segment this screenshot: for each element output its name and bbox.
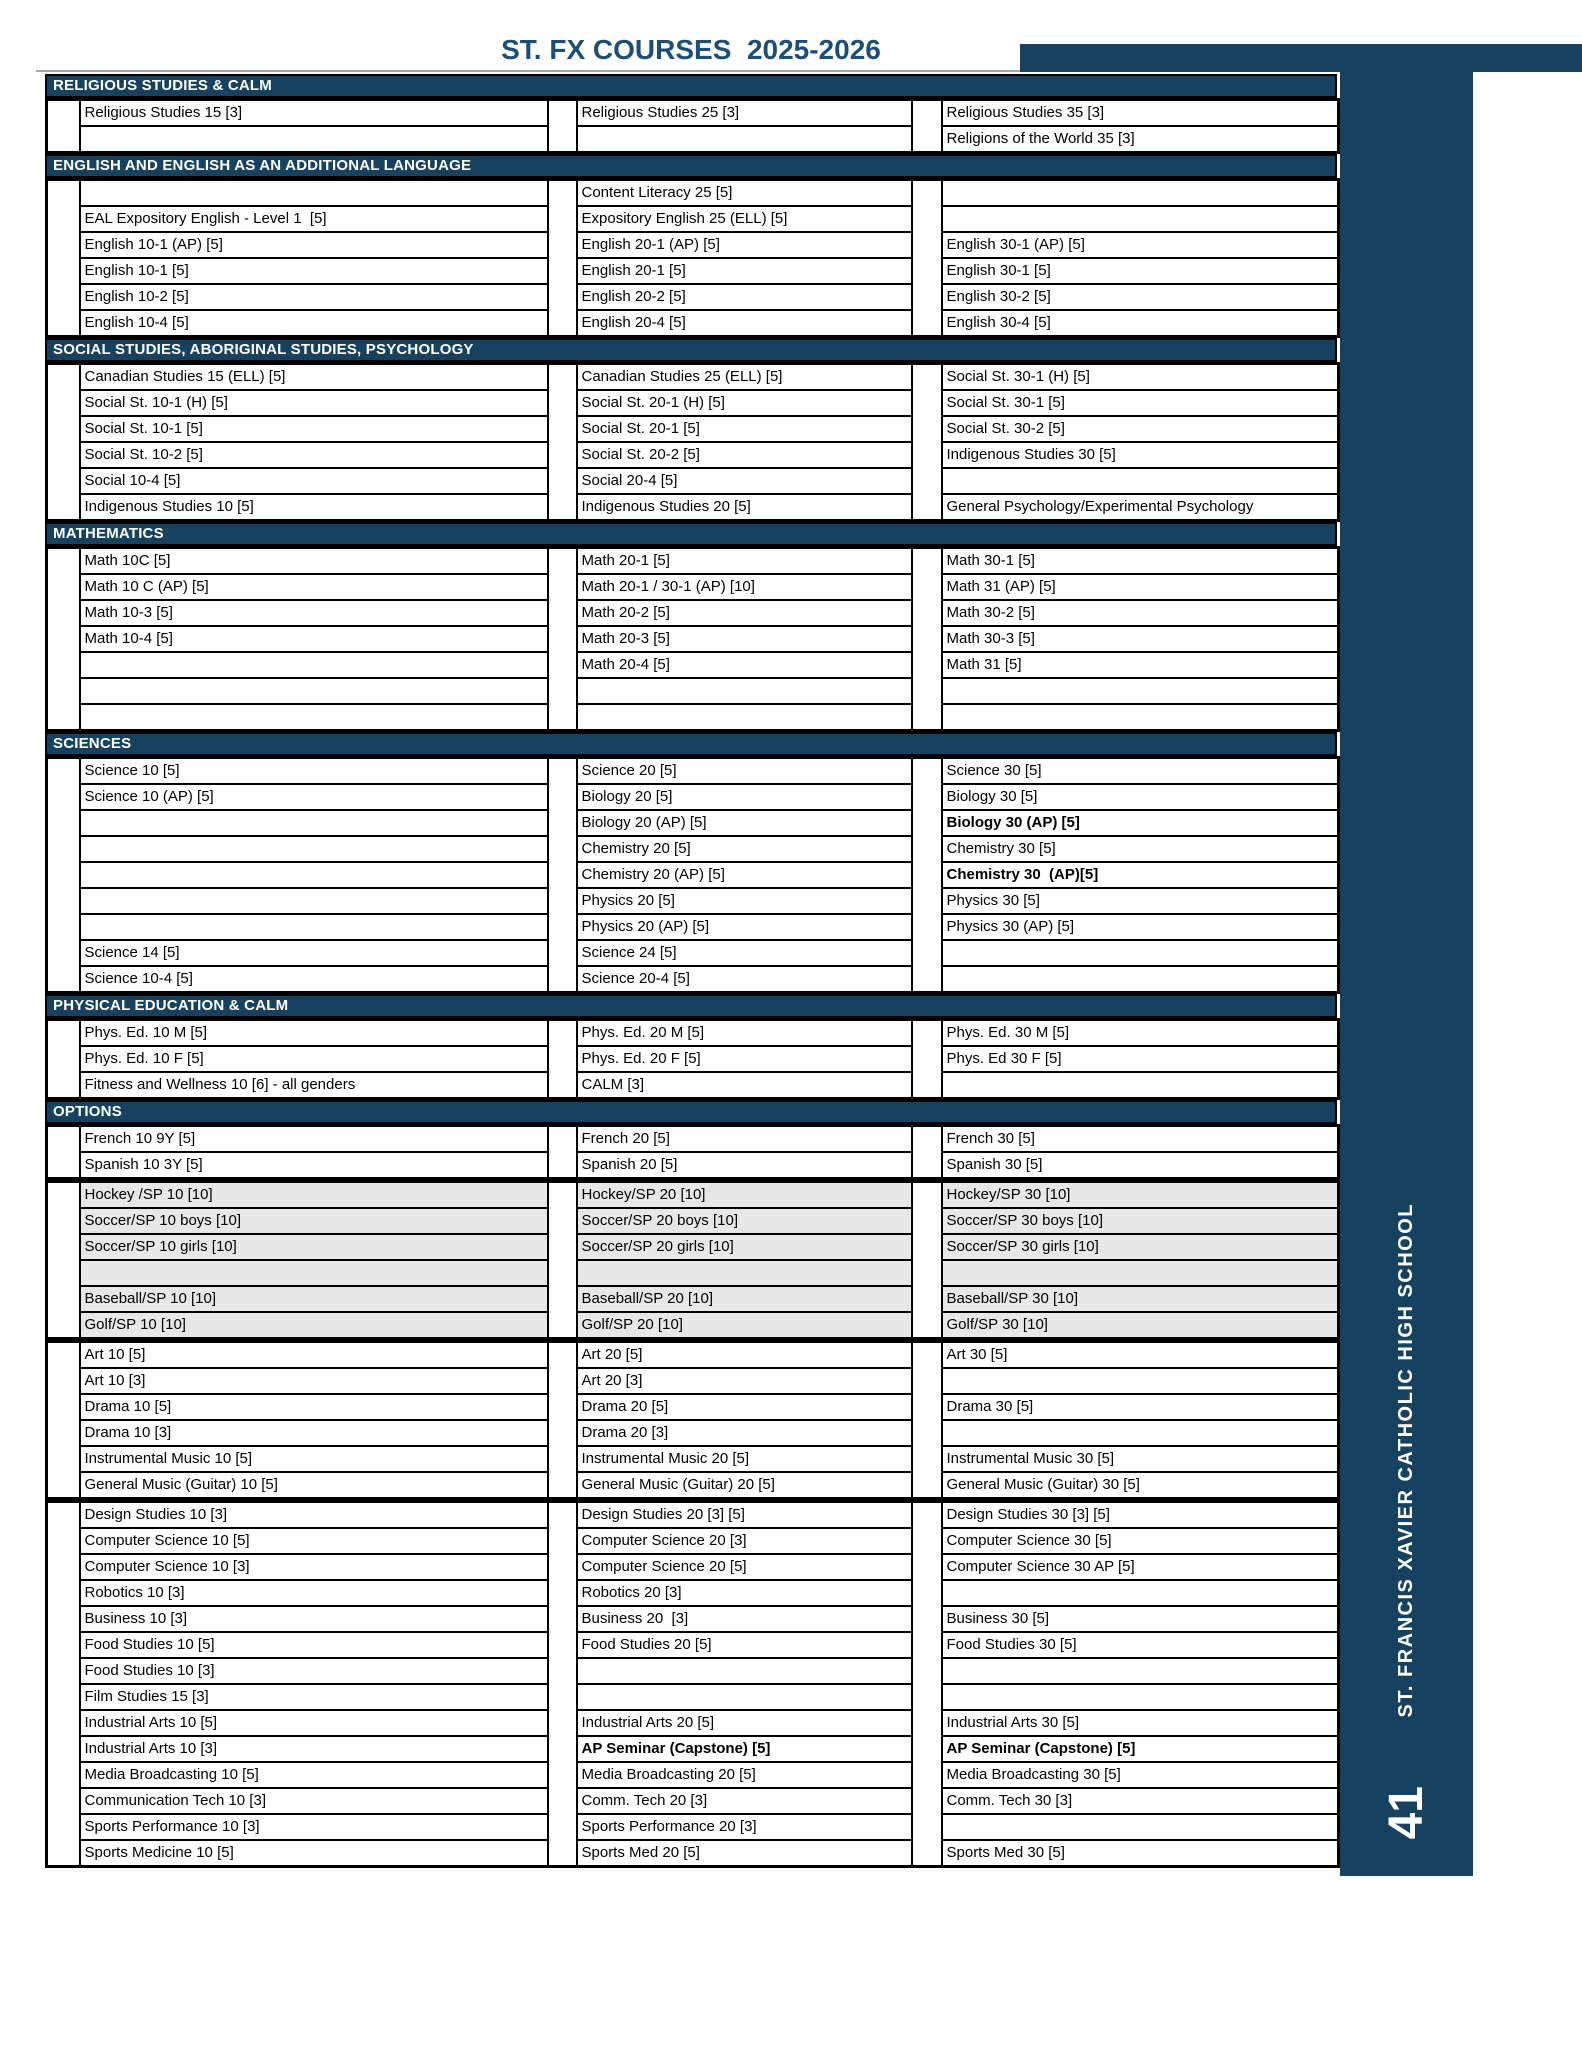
course-cell: Hockey /SP 10 [10] [80,1182,548,1209]
table-row [47,1684,1339,1710]
course-cell: Social St. 20-1 [5] [577,416,912,442]
course-cell: Drama 10 [5] [80,1394,548,1420]
table-row [47,862,1339,888]
course-cell: Social St. 20-1 (H) [5] [577,390,912,416]
course-cell: Sports Performance 10 [3] [80,1814,548,1840]
gap-cell [548,364,577,521]
table-row [47,232,1339,258]
table-row [47,1658,1339,1684]
course-cell: Chemistry 20 (AP) [5] [577,862,912,888]
course-cell: Phys. Ed. 30 M [5] [942,1020,1339,1047]
empty-cell [942,206,1339,232]
indent-cell [47,100,80,153]
course-cell: Math 20-4 [5] [577,652,912,678]
course-cell: Social St. 20-2 [5] [577,442,912,468]
course-cell: Chemistry 30 [5] [942,836,1339,862]
course-table [45,1124,1340,1180]
course-cell: Business 30 [5] [942,1606,1339,1632]
table-row [47,1632,1339,1658]
empty-cell [80,704,548,731]
course-table [45,546,1340,732]
course-table [45,178,1340,338]
course-cell: General Psychology/Experimental Psychology [942,494,1339,521]
course-cell: Science 30 [5] [942,758,1339,785]
course-cell: Industrial Arts 10 [3] [80,1736,548,1762]
course-cell: Hockey/SP 30 [10] [942,1182,1339,1209]
gap-cell [912,180,942,337]
course-cell: Business 10 [3] [80,1606,548,1632]
course-cell: Social St. 10-1 (H) [5] [80,390,548,416]
course-cell: Religious Studies 15 [3] [80,100,548,127]
course-cell: Phys. Ed. 20 F [5] [577,1046,912,1072]
course-cell: English 20-2 [5] [577,284,912,310]
course-cell: Soccer/SP 10 boys [10] [80,1208,548,1234]
course-cell: Hockey/SP 20 [10] [577,1182,912,1209]
empty-cell [80,180,548,207]
course-cell: Art 20 [3] [577,1368,912,1394]
course-cell: Film Studies 15 [3] [80,1684,548,1710]
school-name-vertical: ST. FRANCIS XAVIER CATHOLIC HIGH SCHOOL [1395,1202,1417,1718]
course-cell: Sports Performance 20 [3] [577,1814,912,1840]
gap-cell [912,100,942,153]
course-cell: Golf/SP 30 [10] [942,1312,1339,1339]
course-cell: Biology 30 (AP) [5] [942,810,1339,836]
course-cell: Soccer/SP 30 girls [10] [942,1234,1339,1260]
table-row [47,1446,1339,1472]
course-cell: Drama 30 [5] [942,1394,1339,1420]
course-cell: Drama 20 [5] [577,1394,912,1420]
course-cell: Math 31 [5] [942,652,1339,678]
table-row [47,258,1339,284]
course-cell: Math 20-1 [5] [577,548,912,575]
course-cell: Science 20-4 [5] [577,966,912,993]
course-cell: Drama 20 [3] [577,1420,912,1446]
course-cell: Phys. Ed. 20 M [5] [577,1020,912,1047]
section-header: SCIENCES [45,732,1337,756]
course-cell: AP Seminar (Capstone) [5] [942,1736,1339,1762]
course-cell: Biology 20 (AP) [5] [577,810,912,836]
course-cell: Phys. Ed. 10 F [5] [80,1046,548,1072]
empty-cell [942,1072,1339,1099]
course-cell: Computer Science 10 [3] [80,1554,548,1580]
gap-cell [548,180,577,337]
table-row [47,206,1339,232]
course-table [45,756,1340,994]
indent-cell [47,180,80,337]
table-row [47,1126,1339,1153]
course-cell: Math 30-3 [5] [942,626,1339,652]
course-table [45,1340,1340,1500]
course-cell: Media Broadcasting 20 [5] [577,1762,912,1788]
indent-cell [47,548,80,731]
table-row [47,1420,1339,1446]
course-cell: Business 20 [3] [577,1606,912,1632]
table-row [47,652,1339,678]
course-cell: Science 20 [5] [577,758,912,785]
course-cell: Religions of the World 35 [3] [942,126,1339,153]
course-cell: Chemistry 30 (AP)[5] [942,862,1339,888]
course-cell: Art 10 [3] [80,1368,548,1394]
course-cell: English 10-1 [5] [80,258,548,284]
course-cell: Design Studies 10 [3] [80,1502,548,1529]
table-row [47,626,1339,652]
course-cell: Computer Science 30 [5] [942,1528,1339,1554]
course-cell: Industrial Arts 10 [5] [80,1710,548,1736]
course-cell: Math 10 C (AP) [5] [80,574,548,600]
course-cell: Social St. 10-2 [5] [80,442,548,468]
empty-cell [80,836,548,862]
course-cell: Soccer/SP 30 boys [10] [942,1208,1339,1234]
course-cell: Math 30-1 [5] [942,548,1339,575]
table-row [47,600,1339,626]
course-cell: Sports Med 30 [5] [942,1840,1339,1867]
empty-cell [577,678,912,704]
gap-cell [548,100,577,153]
table-row [47,1208,1339,1234]
empty-cell [80,888,548,914]
title-rule [36,70,1022,72]
table-row [47,704,1339,731]
course-cell: English 10-2 [5] [80,284,548,310]
indent-cell [47,758,80,993]
empty-cell [942,1814,1339,1840]
course-cell: Art 20 [5] [577,1342,912,1369]
course-cell: Physics 30 (AP) [5] [942,914,1339,940]
course-table [45,98,1340,154]
course-cell: Design Studies 20 [3] [5] [577,1502,912,1529]
empty-cell [80,652,548,678]
table-row [47,810,1339,836]
page-number: 41 [1380,1785,1433,1840]
empty-cell [577,126,912,153]
gap-cell [548,1126,577,1179]
course-cell: Soccer/SP 20 girls [10] [577,1234,912,1260]
empty-cell [942,1260,1339,1286]
table-row [47,364,1339,391]
course-cell: EAL Expository English - Level 1 [5] [80,206,548,232]
gap-cell [548,1182,577,1339]
table-row [47,1580,1339,1606]
section-header: SOCIAL STUDIES, ABORIGINAL STUDIES, PSYCHOLOGY [45,338,1337,362]
course-cell: Math 10-3 [5] [80,600,548,626]
course-cell: Art 30 [5] [942,1342,1339,1369]
course-cell: Media Broadcasting 30 [5] [942,1762,1339,1788]
course-cell: Biology 20 [5] [577,784,912,810]
table-row [47,1554,1339,1580]
section-header: PHYSICAL EDUCATION & CALM [45,994,1337,1018]
empty-cell [577,1658,912,1684]
course-cell: Food Studies 20 [5] [577,1632,912,1658]
course-cell: Physics 20 (AP) [5] [577,914,912,940]
table-row [47,1152,1339,1179]
course-cell: English 10-1 (AP) [5] [80,232,548,258]
course-table [45,1500,1340,1868]
course-cell: Baseball/SP 20 [10] [577,1286,912,1312]
course-cell: Computer Science 30 AP [5] [942,1554,1339,1580]
table-row [47,1606,1339,1632]
indent-cell [47,1342,80,1499]
course-cell: English 10-4 [5] [80,310,548,337]
indent-cell [47,1126,80,1179]
course-cell: Sports Medicine 10 [5] [80,1840,548,1867]
table-row [47,1020,1339,1047]
course-cell: Math 20-2 [5] [577,600,912,626]
gap-cell [548,548,577,731]
table-row [47,784,1339,810]
page-title: ST. FX COURSES 2025-2026 [501,34,881,65]
gap-cell [912,1342,942,1499]
empty-cell [942,704,1339,731]
table-row [47,1840,1339,1867]
empty-cell [577,704,912,731]
course-cell: Design Studies 30 [3] [5] [942,1502,1339,1529]
course-cell: Canadian Studies 15 (ELL) [5] [80,364,548,391]
course-cell: Expository English 25 (ELL) [5] [577,206,912,232]
course-cell: Spanish 10 3Y [5] [80,1152,548,1179]
course-cell: Social St. 30-2 [5] [942,416,1339,442]
table-row [47,1046,1339,1072]
course-cell: Computer Science 20 [3] [577,1528,912,1554]
table-row [47,1502,1339,1529]
course-cell: Science 14 [5] [80,940,548,966]
table-row [47,1788,1339,1814]
course-cell: English 20-4 [5] [577,310,912,337]
gap-cell [912,548,942,731]
table-row [47,574,1339,600]
table-row [47,758,1339,785]
table-row [47,1736,1339,1762]
course-cell: Phys. Ed 30 F [5] [942,1046,1339,1072]
empty-cell [942,1368,1339,1394]
course-cell: Media Broadcasting 10 [5] [80,1762,548,1788]
course-table [45,1018,1340,1100]
empty-cell [80,126,548,153]
table-row [47,310,1339,337]
course-cell: Math 20-3 [5] [577,626,912,652]
table-row [47,1260,1339,1286]
course-cell: Baseball/SP 10 [10] [80,1286,548,1312]
course-cell: Physics 20 [5] [577,888,912,914]
course-cell: Phys. Ed. 10 M [5] [80,1020,548,1047]
course-table [45,1180,1340,1340]
empty-cell [80,914,548,940]
empty-cell [80,678,548,704]
empty-cell [942,966,1339,993]
course-cell: Content Literacy 25 [5] [577,180,912,207]
empty-cell [942,678,1339,704]
empty-cell [80,1260,548,1286]
course-cell: Spanish 20 [5] [577,1152,912,1179]
course-cell: Computer Science 10 [5] [80,1528,548,1554]
table-row [47,1312,1339,1339]
table-row [47,678,1339,704]
course-cell: Comm. Tech 30 [3] [942,1788,1339,1814]
gap-cell [548,1502,577,1867]
course-cell: Science 10-4 [5] [80,966,548,993]
table-row [47,1762,1339,1788]
course-cell: Math 31 (AP) [5] [942,574,1339,600]
empty-cell [577,1260,912,1286]
table-row [47,1472,1339,1499]
course-cell: Canadian Studies 25 (ELL) [5] [577,364,912,391]
course-table [45,362,1340,522]
table-row [47,494,1339,521]
course-cell: Social St. 30-1 (H) [5] [942,364,1339,391]
indent-cell [47,1182,80,1339]
table-row [47,390,1339,416]
course-cell: General Music (Guitar) 20 [5] [577,1472,912,1499]
course-cell: Food Studies 10 [3] [80,1658,548,1684]
course-cell: Food Studies 10 [5] [80,1632,548,1658]
empty-cell [942,468,1339,494]
course-cell: Comm. Tech 20 [3] [577,1788,912,1814]
course-cell: General Music (Guitar) 30 [5] [942,1472,1339,1499]
course-cell: Math 10-4 [5] [80,626,548,652]
gap-cell [912,364,942,521]
course-cell: Indigenous Studies 10 [5] [80,494,548,521]
table-row [47,966,1339,993]
section-header: MATHEMATICS [45,522,1337,546]
empty-cell [80,862,548,888]
course-cell: Chemistry 20 [5] [577,836,912,862]
table-row [47,1368,1339,1394]
gap-cell [548,758,577,993]
course-cell: Sports Med 20 [5] [577,1840,912,1867]
course-cell: AP Seminar (Capstone) [5] [577,1736,912,1762]
empty-cell [942,1580,1339,1606]
indent-cell [47,364,80,521]
gap-cell [912,1126,942,1179]
course-cell: Science 10 [5] [80,758,548,785]
course-cell: Religious Studies 35 [3] [942,100,1339,127]
indent-cell [47,1502,80,1867]
table-row [47,548,1339,575]
empty-cell [942,1420,1339,1446]
table-row [47,284,1339,310]
gap-cell [548,1020,577,1099]
table-row [47,1394,1339,1420]
empty-cell [942,180,1339,207]
course-cell: Social 10-4 [5] [80,468,548,494]
course-cell: Instrumental Music 20 [5] [577,1446,912,1472]
header-bar [1020,44,1582,72]
course-cell: Golf/SP 10 [10] [80,1312,548,1339]
table-row [47,1342,1339,1369]
gap-cell [912,758,942,993]
course-cell: Science 24 [5] [577,940,912,966]
course-cell: Robotics 20 [3] [577,1580,912,1606]
empty-cell [577,1684,912,1710]
course-cell: Art 10 [5] [80,1342,548,1369]
table-row [47,1710,1339,1736]
table-row [47,1234,1339,1260]
course-cell: Science 10 (AP) [5] [80,784,548,810]
indent-cell [47,1020,80,1099]
gap-cell [912,1502,942,1867]
course-cell: English 30-4 [5] [942,310,1339,337]
course-table-area [45,74,1337,1868]
table-row [47,180,1339,207]
table-row [47,888,1339,914]
course-cell: General Music (Guitar) 10 [5] [80,1472,548,1499]
course-cell: Math 30-2 [5] [942,600,1339,626]
course-cell: Biology 30 [5] [942,784,1339,810]
table-row [47,468,1339,494]
course-cell: English 30-1 (AP) [5] [942,232,1339,258]
table-row [47,416,1339,442]
course-cell: Spanish 30 [5] [942,1152,1339,1179]
table-row [47,1072,1339,1099]
table-row [47,1528,1339,1554]
course-cell: Fitness and Wellness 10 [6] - all genders [80,1072,548,1099]
course-cell: CALM [3] [577,1072,912,1099]
empty-cell [80,810,548,836]
course-cell: Food Studies 30 [5] [942,1632,1339,1658]
school-name-banner [1340,1140,1473,1780]
course-cell: English 20-1 [5] [577,258,912,284]
course-cell: Math 20-1 / 30-1 (AP) [10] [577,574,912,600]
course-cell: Physics 30 [5] [942,888,1339,914]
course-cell: French 10 9Y [5] [80,1126,548,1153]
table-row [47,914,1339,940]
course-cell: Golf/SP 20 [10] [577,1312,912,1339]
table-row [47,836,1339,862]
course-cell: Soccer/SP 20 boys [10] [577,1208,912,1234]
table-row [47,1814,1339,1840]
table-row [47,1182,1339,1209]
empty-cell [942,940,1339,966]
table-row [47,442,1339,468]
course-cell: French 20 [5] [577,1126,912,1153]
course-cell: Drama 10 [3] [80,1420,548,1446]
course-cell: Industrial Arts 20 [5] [577,1710,912,1736]
course-cell: Industrial Arts 30 [5] [942,1710,1339,1736]
table-row [47,1286,1339,1312]
gap-cell [548,1342,577,1499]
course-cell: English 30-2 [5] [942,284,1339,310]
course-cell: Math 10C [5] [80,548,548,575]
section-header: RELIGIOUS STUDIES & CALM [45,74,1337,98]
course-cell: English 30-1 [5] [942,258,1339,284]
table-row [47,940,1339,966]
page-number-wrap [1340,1755,1473,1870]
course-cell: Indigenous Studies 30 [5] [942,442,1339,468]
empty-cell [942,1684,1339,1710]
section-header: OPTIONS [45,1100,1337,1124]
gap-cell [912,1020,942,1099]
course-cell: Social St. 10-1 [5] [80,416,548,442]
table-row [47,100,1339,127]
course-cell: Instrumental Music 30 [5] [942,1446,1339,1472]
course-cell: Communication Tech 10 [3] [80,1788,548,1814]
table-row [47,126,1339,153]
course-cell: Baseball/SP 30 [10] [942,1286,1339,1312]
course-cell: Instrumental Music 10 [5] [80,1446,548,1472]
course-cell: Religious Studies 25 [3] [577,100,912,127]
course-cell: Soccer/SP 10 girls [10] [80,1234,548,1260]
course-cell: Social St. 30-1 [5] [942,390,1339,416]
course-cell: Indigenous Studies 20 [5] [577,494,912,521]
empty-cell [942,1658,1339,1684]
course-cell: Robotics 10 [3] [80,1580,548,1606]
course-cell: English 20-1 (AP) [5] [577,232,912,258]
course-cell: Social 20-4 [5] [577,468,912,494]
section-header: ENGLISH AND ENGLISH AS AN ADDITIONAL LANGUAGE [45,154,1337,178]
course-cell: Computer Science 20 [5] [577,1554,912,1580]
course-cell: French 30 [5] [942,1126,1339,1153]
gap-cell [912,1182,942,1339]
